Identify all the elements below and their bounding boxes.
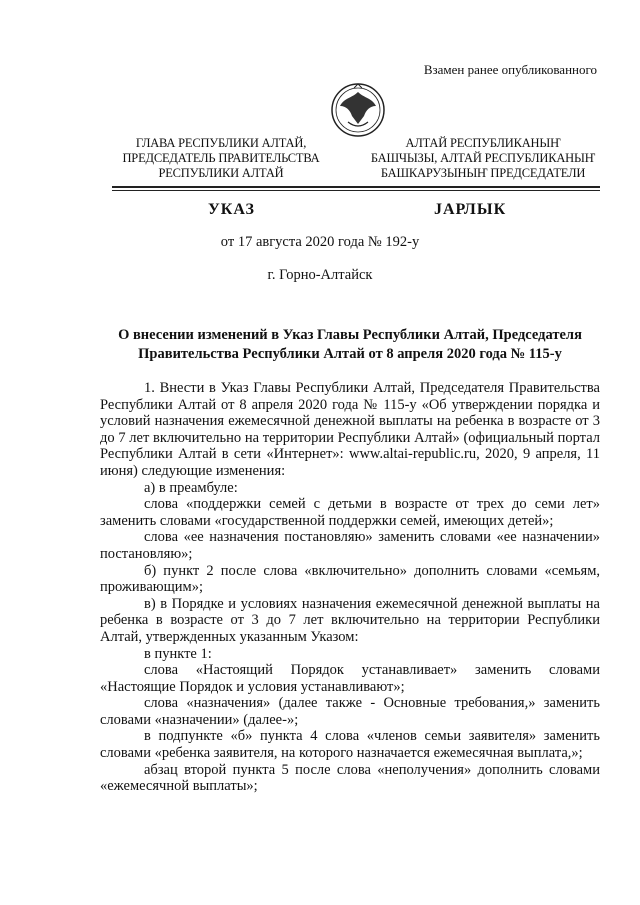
body-paragraph: в подпункте «б» пункта 4 слова «членов семьи заявителя» заменить словами «ребенка заявителя, на которого назначается ежемесячная выплата,»; bbox=[100, 728, 600, 762]
document-date: от 17 августа 2020 года № 192-у bbox=[220, 234, 420, 250]
header-divider-thin bbox=[112, 190, 600, 191]
body-paragraph: слова «поддержки семей с детьми в возрасте от трех до семи лет» заменить словами «государственной поддержки семей, имеющих детей»; bbox=[100, 496, 600, 529]
republic-altai-coat-of-arms-icon bbox=[330, 80, 386, 140]
body-paragraph: в) в Порядке и условиях назначения ежемесячной денежной выплаты на ребенка в возрасте от 3 до 7 лет включительно на территории Республики Алтай, утвержденных указанным Указом: bbox=[100, 595, 600, 645]
body-paragraph: в пункте 1: bbox=[144, 645, 212, 662]
body-paragraph: слова «назначения» (далее также - Основные требования,» заменить словами «назначении» (далее-»; bbox=[100, 695, 600, 728]
header-right-line: АЛТАЙ РЕСПУБЛИКАНЫҤ bbox=[405, 136, 561, 150]
header-divider-thick bbox=[112, 186, 600, 188]
document-type-russian: УКАЗ bbox=[208, 201, 255, 218]
body-paragraph: а) в преамбуле: bbox=[144, 479, 238, 496]
header-left-line: РЕСПУБЛИКИ АЛТАЙ bbox=[158, 166, 284, 180]
header-left bbox=[96, 136, 346, 181]
body-paragraph: слова «ее назначения постановляю» заменить словами «ее назначении» постановляю»; bbox=[100, 529, 600, 562]
replacement-note: Взамен ранее опубликованного bbox=[423, 62, 597, 77]
header-right-line: БАШКАРУЗЫНЫҤ ПРЕДСЕДАТЕЛИ bbox=[380, 166, 586, 180]
body-paragraph: абзац второй пункта 5 после слова «неполучения» дополнить словами «ежемесячной выплаты»; bbox=[100, 761, 600, 795]
header-left-line: ПРЕДСЕДАТЕЛЬ ПРАВИТЕЛЬСТВА bbox=[122, 151, 320, 165]
document-heading: О внесении изменений в Указ Главы Республики Алтай, Председателя Правительства Республики Алтай от 8 апреля 2020 года № 115-у bbox=[118, 327, 582, 362]
header-right-line: БАШЧЫЗЫ, АЛТАЙ РЕСПУБЛИКАНЫҤ bbox=[370, 151, 596, 165]
header-right bbox=[358, 136, 608, 181]
body-paragraph: б) пункт 2 после слова «включительно» дополнить словами «семьям, проживающим»; bbox=[100, 562, 600, 596]
document-city: г. Горно-Алтайск bbox=[267, 267, 373, 283]
document-type-altai: JАРЛЫК bbox=[434, 201, 507, 218]
body-paragraph: 1. Внести в Указ Главы Республики Алтай, Председателя Правительства Республики Алтай от 8 апреля 2020 года № 115-у «Об утверждении порядка и условий назначения ежемесячной денежной выплаты на ребенка в возрасте от 3 до 7 лет включительно на территории Республики Алтай» (официальный портал Республики Алтай в сети «Интернет»: www.altai-republic.ru, 2020, 9 апреля, 11 июня) следующие изменения: bbox=[100, 380, 600, 479]
body-paragraph: слова «Настоящий Порядок устанавливает» заменить словами «Настоящие Порядок и условия устанавливают»; bbox=[100, 662, 600, 695]
document-body bbox=[100, 380, 600, 795]
header-left-line: ГЛАВА РЕСПУБЛИКИ АЛТАЙ, bbox=[135, 136, 307, 150]
